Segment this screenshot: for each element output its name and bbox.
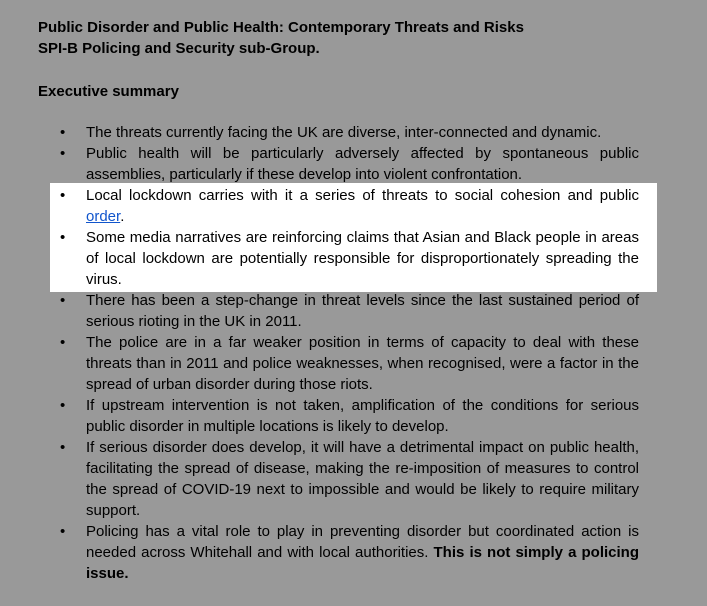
list-item — [0, 143, 639, 185]
list-item-text: The threats currently facing the UK are diverse, inter-connected and dynamic. — [86, 124, 602, 141]
emphasis-text: This is not simply a policing issue. — [86, 544, 640, 582]
bullet-icon: • — [60, 124, 66, 141]
list-item — [0, 395, 639, 437]
list-item — [0, 521, 639, 584]
document-subtitle: SPI-B Policing and Security sub-Group. — [38, 40, 320, 57]
bullet-icon: • — [60, 145, 66, 162]
order-link[interactable]: order — [86, 208, 121, 225]
list-item-text: Some media narratives are reinforcing claims that Asian and Black people in areas of local lockdown are potentially responsible for disproportionately spreading the virus. — [86, 229, 639, 288]
bullet-icon: • — [60, 292, 66, 309]
executive-summary-list — [0, 122, 707, 584]
section-heading: Executive summary — [38, 83, 179, 100]
bullet-icon: • — [60, 229, 66, 246]
list-item-text: Local lockdown carries with it a series of threats to social cohesion and public — [86, 187, 639, 204]
bullet-icon: • — [60, 523, 66, 540]
list-item-text: If serious disorder does develop, it will have a detrimental impact on public health, facilitating the spread of disease, making the re-imposition of measures to control the spread of COVID-19 next to impossible and would be likely to require military support. — [86, 439, 639, 519]
list-item — [0, 437, 639, 521]
document-title: Public Disorder and Public Health: Contemporary Threats and Risks — [38, 19, 524, 36]
list-item — [0, 227, 639, 290]
list-item — [0, 122, 639, 143]
list-item-text: If upstream intervention is not taken, amplification of the conditions for serious public disorder in multiple locations is likely to develop. — [86, 397, 639, 435]
bullet-icon: • — [60, 439, 66, 456]
list-item-text: Policing has a vital role to play in preventing disorder but coordinated action is needed across Whitehall and with local authorities. — [86, 523, 639, 561]
list-item-text: Public health will be particularly adversely affected by spontaneous public assemblies, particularly if these develop into violent confrontation. — [86, 145, 639, 183]
list-item — [0, 290, 639, 332]
list-item — [0, 332, 639, 395]
bullet-icon: • — [60, 187, 66, 204]
bullet-icon: • — [60, 397, 66, 414]
list-item-text: There has been a step-change in threat levels since the last sustained period of serious rioting in the UK in 2011. — [86, 292, 639, 330]
list-item-text: The police are in a far weaker position in terms of capacity to deal with these threats than in 2011 and police weaknesses, when recognised, were a factor in the spread of urban disorder during those riots. — [86, 334, 639, 393]
bullet-icon: • — [60, 334, 66, 351]
list-item — [0, 185, 639, 227]
list-item-text: . — [120, 208, 125, 225]
